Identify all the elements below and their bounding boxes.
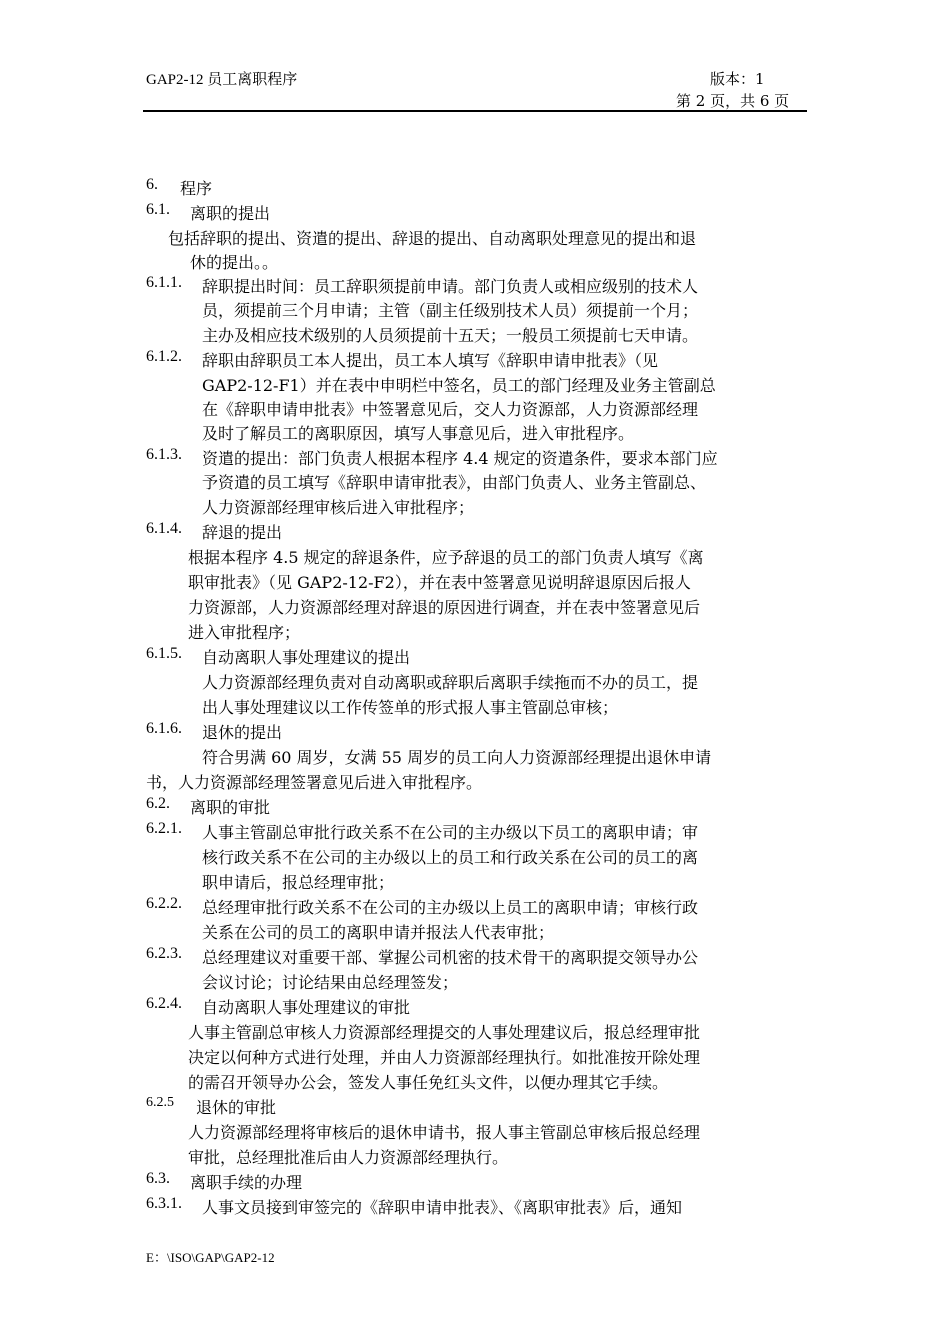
paragraph-line: 关系在公司的员工的离职申请并报法人代表审批；	[202, 923, 555, 942]
document-title: GAP2-12 员工离职程序	[146, 72, 298, 88]
section-number: 6.1.	[146, 201, 170, 218]
section-heading-text: 辞职提出时间：员工辞职须提前申请。部门负责人或相应级别的技术人	[202, 277, 699, 296]
paragraph-line: 职审批表》（见 GAP2-12-F2），并在表中签署意见说明辞退原因后报人	[188, 573, 691, 592]
section-heading-text: 自动离职人事处理建议的审批	[202, 998, 411, 1017]
section-heading-text: 程序	[180, 179, 213, 198]
section-heading-text: 退休的提出	[202, 723, 283, 742]
paragraph-line: 及时了解员工的离职原因，填写人事意见后，进入审批程序。	[202, 424, 635, 443]
paragraph-line: 人力资源部经理审核后进入审批程序；	[202, 498, 475, 517]
section-number: 6.	[146, 176, 158, 193]
paragraph-line: 力资源部，人力资源部经理对辞退的原因进行调查，并在表中签署意见后	[188, 598, 701, 617]
section-heading-text: 离职手续的办理	[190, 1173, 303, 1192]
paragraph-line: 人力资源部经理将审核后的退休申请书，报人事主管副总审核后报总经理	[188, 1123, 701, 1142]
section-number: 6.2.4.	[146, 995, 182, 1012]
section-heading-text: 资遣的提出：部门负责人根据本程序 4.4 规定的资遣条件，要求本部门应	[202, 449, 718, 468]
version-label: 版本：1	[710, 70, 765, 88]
header-rule	[143, 110, 807, 112]
paragraph-line: 出人事处理建议以工作传签单的形式报人事主管副总审核；	[202, 698, 619, 717]
paragraph-line: 符合男满 60 周岁，女满 55 周岁的员工向人力资源部经理提出退休申请	[202, 748, 712, 767]
section-heading-text: 离职的审批	[190, 798, 271, 817]
section-heading-text: 人事文员接到审签完的《辞职申请申批表》、《离职审批表》后，通知	[202, 1198, 683, 1217]
paragraph-line: 的需召开领导办公会，签发人事任免红头文件，以便办理其它手续。	[188, 1073, 669, 1092]
section-heading-text: 辞退的提出	[202, 523, 283, 542]
paragraph-line: 主办及相应技术级别的人员须提前十五天；一般员工须提前七天申请。	[202, 326, 699, 345]
section-number: 6.2.2.	[146, 895, 182, 912]
section-heading-text: 自动离职人事处理建议的提出	[202, 648, 411, 667]
section-number: 6.3.	[146, 1170, 170, 1187]
section-number: 6.1.3.	[146, 446, 182, 463]
section-number: 6.2.	[146, 795, 170, 812]
section-number: 6.1.2.	[146, 348, 182, 365]
section-heading-text: 辞职由辞职员工本人提出，员工本人填写《辞职申请申批表》（见	[202, 351, 659, 370]
section-heading-text: 总经理审批行政关系不在公司的主办级以上员工的离职申请；审核行政	[202, 898, 699, 917]
section-heading-text: 总经理建议对重要干部、掌握公司机密的技术骨干的离职提交领导办公	[202, 948, 699, 967]
paragraph-line: 会议讨论；讨论结果由总经理签发；	[202, 973, 459, 992]
section-number: 6.1.5.	[146, 645, 182, 662]
section-heading-text: 人事主管副总审批行政关系不在公司的主办级以下员工的离职申请；审	[202, 823, 699, 842]
paragraph-line: 包括辞职的提出、资遣的提出、辞退的提出、自动离职处理意见的提出和退	[168, 229, 697, 248]
paragraph-line: 审批，总经理批准后由人力资源部经理执行。	[188, 1148, 509, 1167]
page-info: 第 2 页，共 6 页	[676, 92, 790, 110]
section-number: 6.1.4.	[146, 520, 182, 537]
paragraph-line: GAP2-12-F1）并在表中申明栏中签名，员工的部门经理及业务主管副总	[202, 376, 716, 395]
paragraph-line: 决定以何种方式进行处理，并由人力资源部经理执行。如批准按开除处理	[188, 1048, 701, 1067]
section-number: 6.2.5	[146, 1095, 174, 1110]
paragraph-line: 根据本程序 4.5 规定的辞退条件，应予辞退的员工的部门负责人填写《离	[188, 548, 704, 567]
paragraph-line: 人事主管副总审核人力资源部经理提交的人事处理建议后，报总经理审批	[188, 1023, 701, 1042]
section-heading-text: 退休的审批	[196, 1098, 277, 1117]
section-number: 6.2.3.	[146, 945, 182, 962]
paragraph-line: 书，人力资源部经理签署意见后进入审批程序。	[146, 773, 483, 792]
paragraph-line: 核行政关系不在公司的主办级以上的员工和行政关系在公司的员工的离	[202, 848, 699, 867]
paragraph-line: 在《辞职申请申批表》中签署意见后，交人力资源部，人力资源部经理	[202, 400, 699, 419]
paragraph-line: 员，须提前三个月申请；主管（副主任级别技术人员）须提前一个月；	[202, 301, 699, 320]
paragraph-line: 休的提出。。	[190, 253, 279, 272]
section-number: 6.1.1.	[146, 274, 182, 291]
section-heading-text: 离职的提出	[190, 204, 271, 223]
file-path-footer: E：\ISO\GAP\GAP2-12	[146, 1250, 275, 1265]
section-number: 6.2.1.	[146, 820, 182, 837]
paragraph-line: 进入审批程序；	[188, 623, 301, 642]
paragraph-line: 人力资源部经理负责对自动离职或辞职后离职手续拖而不办的员工，提	[202, 673, 699, 692]
section-number: 6.1.6.	[146, 720, 182, 737]
paragraph-line: 职申请后，报总经理审批；	[202, 873, 395, 892]
section-number: 6.3.1.	[146, 1195, 182, 1212]
paragraph-line: 予资遣的员工填写《辞职申请审批表》，由部门负责人、业务主管副总、	[202, 473, 707, 492]
